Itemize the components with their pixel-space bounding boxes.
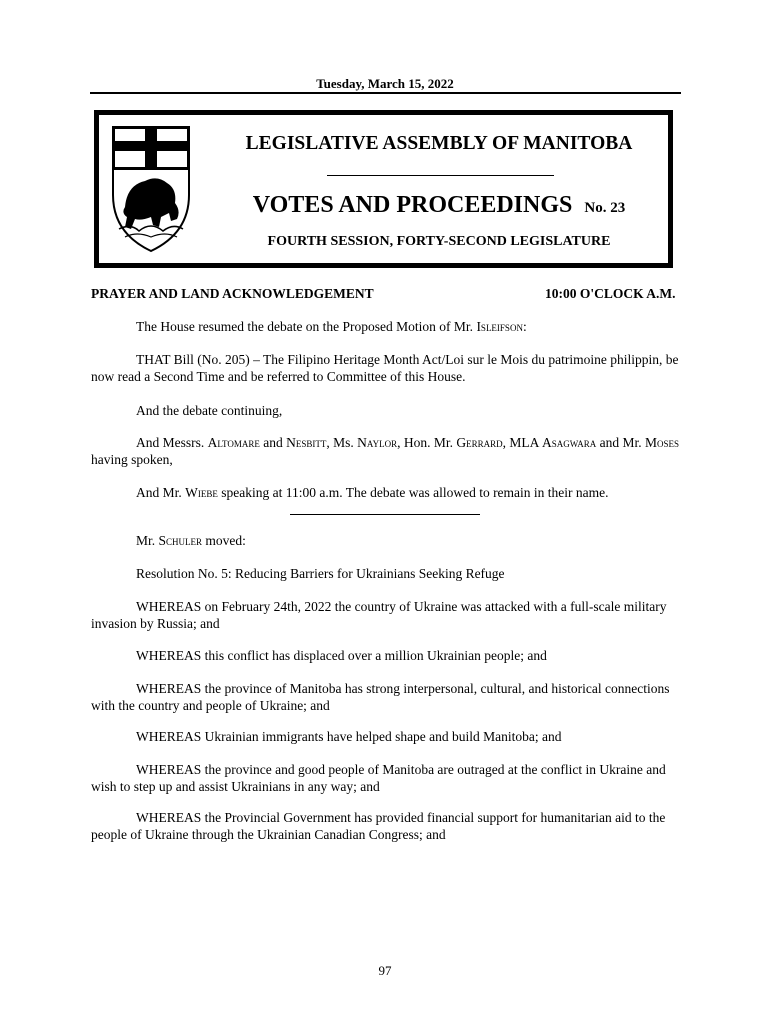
paragraph-resolution-title: Resolution No. 5: Reducing Barriers for Ukrainians Seeking Refuge xyxy=(136,566,505,581)
paragraph-whereas-6: WHEREAS the Provincial Government has provided financial support for humanitarian aid to the people of Ukraine through the Ukrainian Canadian Congress; and xyxy=(91,810,666,842)
paragraph-whereas-2: WHEREAS this conflict has displaced over a million Ukrainian people; and xyxy=(136,648,547,663)
paragraph-debate-continuing: And the debate continuing, xyxy=(136,403,283,418)
assembly-name: LEGISLATIVE ASSEMBLY OF MANITOBA xyxy=(245,133,633,154)
paragraph-whereas-3: WHEREAS the province of Manitoba has strong interpersonal, cultural, and historical connections with the country and people of Ukraine; and xyxy=(91,681,670,713)
paragraph-debate-remain: And Mr. Wiebe speaking at 11:00 a.m. The debate was allowed to remain in their name. xyxy=(136,485,609,500)
issue-number: No. 23 xyxy=(584,200,626,216)
session-line: FOURTH SESSION, FORTY-SECOND LEGISLATURE xyxy=(267,234,611,249)
votes-title: VOTES AND PROCEEDINGS xyxy=(252,192,573,218)
paragraph-whereas-1: WHEREAS on February 24th, 2022 the country of Ukraine was attacked with a full-scale military invasion by Russia; and xyxy=(91,599,667,631)
paragraph-bill-motion: THAT Bill (No. 205) – The Filipino Heritage Month Act/Loi sur le Mois du patrimoine philippin, be now read a Second Time and be referred to Committee of this House. xyxy=(91,352,679,384)
section-heading: PRAYER AND LAND ACKNOWLEDGEMENT xyxy=(91,286,374,301)
section-divider xyxy=(290,514,480,515)
paragraph-whereas-4: WHEREAS Ukrainian immigrants have helped shape and build Manitoba; and xyxy=(136,729,562,744)
paragraph-debate-resumed: The House resumed the debate on the Proposed Motion of Mr. Isleifson: xyxy=(136,319,527,334)
title-rule xyxy=(327,175,554,176)
section-time: 10:00 O'CLOCK A.M. xyxy=(545,286,676,301)
manitoba-coat-of-arms-icon xyxy=(111,125,191,253)
document-title xyxy=(200,192,678,219)
paragraph-whereas-5: WHEREAS the province and good people of Manitoba are outraged at the conflict in Ukraine and wish to step up and assist Ukrainians in any way; and xyxy=(91,762,666,794)
page-number: 97 xyxy=(378,963,392,978)
paragraph-speakers: And Messrs. Altomare and Nesbitt, Ms. Naylor, Hon. Mr. Gerrard, MLA Asagwara and Mr. Moses having spoken, xyxy=(91,435,680,467)
paragraph-moved: Mr. Schuler moved: xyxy=(136,533,246,548)
document-date: Tuesday, March 15, 2022 xyxy=(316,76,454,91)
header-rule xyxy=(90,92,681,94)
